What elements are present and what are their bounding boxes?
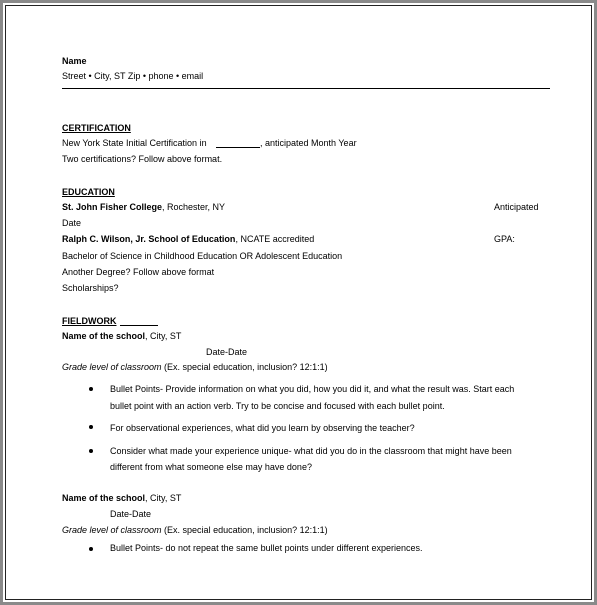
school1-line xyxy=(62,331,181,342)
bullet-4-line-1: Bullet Points- do not repeat the same bullet points under different experiences. xyxy=(110,543,423,553)
grade-level-example-1: (Ex. special education, inclusion? 12:1:1) xyxy=(161,362,328,372)
bullet-icon xyxy=(89,425,93,429)
bullet-1-line-2: bullet point with an action verb. Try to be concise and focused with each bullet point. xyxy=(110,401,445,411)
school2-location: , City, ST xyxy=(145,493,182,503)
school2-dates: Date-Date xyxy=(110,509,152,519)
school1-location: , City, ST xyxy=(145,331,182,341)
school2-name: Name of the school xyxy=(62,493,146,503)
school1-name: Name of the school xyxy=(62,331,146,341)
grade-level-label-2: Grade level of classroom xyxy=(62,525,162,535)
bullet-icon xyxy=(89,547,93,551)
certification-heading: CERTIFICATION xyxy=(62,123,131,133)
school-detail: , NCATE accredited xyxy=(235,234,315,244)
gpa-label: GPA: xyxy=(494,234,515,244)
another-degree-line: Another Degree? Follow above format xyxy=(62,267,215,277)
school2-line xyxy=(62,493,181,504)
grade-level-label-1: Grade level of classroom xyxy=(62,362,162,372)
degree-line: Bachelor of Science in Childhood Education OR Adolescent Education xyxy=(62,251,343,261)
college-location: , Rochester, NY xyxy=(162,202,226,212)
bullet-3-line-2: different from what someone else may have done? xyxy=(110,462,312,472)
bullet-icon xyxy=(89,387,93,391)
grade-level-line-1 xyxy=(62,362,328,373)
scholarships-line: Scholarships? xyxy=(62,283,119,293)
date-label: Date xyxy=(62,218,82,228)
grade-level-line-2 xyxy=(62,525,328,536)
college-name: St. John Fisher College xyxy=(62,202,163,212)
certification-blank xyxy=(216,147,260,148)
school1-dates: Date-Date xyxy=(206,347,248,357)
header-divider xyxy=(62,88,550,89)
bullet-2-line-1: For observational experiences, what did you learn by observing the teacher? xyxy=(110,423,415,433)
certification-line-1-end: , anticipated Month Year xyxy=(260,138,357,148)
anticipated-label: Anticipated xyxy=(494,202,539,212)
fieldwork-heading xyxy=(62,316,117,327)
grade-level-example-2: (Ex. special education, inclusion? 12:1:1) xyxy=(161,525,328,535)
education-heading: EDUCATION xyxy=(62,187,115,197)
school-name: Ralph C. Wilson, Jr. School of Education xyxy=(62,234,236,244)
certification-line-2: Two certifications? Follow above format. xyxy=(62,154,223,164)
fieldwork-heading-text: FIELDWORK xyxy=(62,316,117,326)
contact-line: Street • City, ST Zip • phone • email xyxy=(62,71,204,81)
school-line xyxy=(62,234,314,245)
bullet-icon xyxy=(89,449,93,453)
bullet-3-line-1: Consider what made your experience unique- what did you do in the classroom that might have been xyxy=(110,446,512,456)
college-line xyxy=(62,202,225,213)
fieldwork-heading-underline xyxy=(120,325,158,326)
bullet-1-line-1: Bullet Points- Provide information on what you did, how you did it, and what the result was. Start each xyxy=(110,384,515,394)
certification-line-1-start: New York State Initial Certification in xyxy=(62,138,207,148)
resume-name: Name xyxy=(62,56,87,66)
